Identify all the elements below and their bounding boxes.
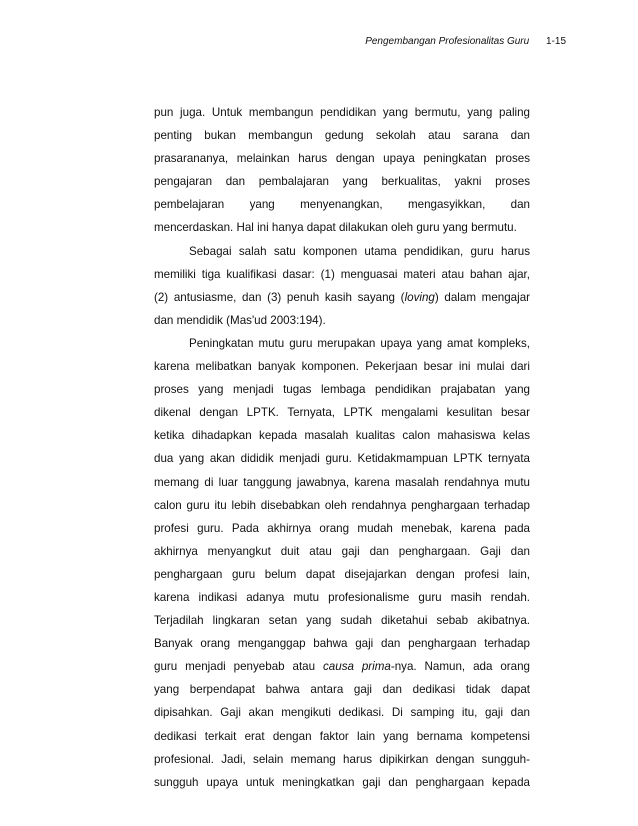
paragraph [154,101,530,240]
text-line: Sebagai salah satu komponen utama pendidikan, guru harus [189,244,530,258]
text-line: dedikasi terkait erat dengan faktor lain yang bernama kompetensi [154,729,530,743]
text-line: pembelajaran yang menyenangkan, mengasyikkan, dan [154,198,530,212]
text-line: penting bukan membangun gedung sekolah atau sarana dan [154,129,530,143]
italic-term: loving [404,290,435,304]
text-line: sungguh upaya untuk meningkatkan gaji dan penghargaan kepada [154,775,530,789]
page-number: 1-15 [545,36,566,47]
text-line: karena melibatkan banyak komponen. Pekerjaan besar ini mulai dari [154,360,530,374]
text-line: calon guru itu lebih disebabkan oleh rendahnya penghargaan terhadap [154,498,530,512]
text-line: dikenal dengan LPTK. Ternyata, LPTK mengalami kesulitan besar [154,406,530,420]
text-segment: ) dalam mengajar [434,290,531,304]
italic-term: causa prima [323,660,391,674]
text-line: mencerdaskan. Hal ini hanya dapat dilakukan oleh guru yang bermutu. [154,221,517,235]
text-line: dua yang akan dididik menjadi guru. Ketidakmampuan LPTK ternyata [154,452,530,466]
text-line: prasarananya, melainkan harus dengan upaya peningkatan proses [154,152,530,166]
running-header-title: Pengembangan Profesionalitas Guru [365,36,530,47]
paragraph [154,332,530,794]
text-segment: -nya. Namun, ada orang [390,660,530,674]
text-line: dan mendidik (Mas'ud 2003:194). [154,313,326,327]
paragraph [154,240,530,332]
text-line: profesi guru. Pada akhirnya orang mudah menebak, karena pada [154,521,530,535]
text-segment: (2) antusiasme, dan (3) penuh kasih sayang ( [154,290,405,304]
text-line: memang di luar tanggung jawabnya, karena masalah rendahnya mutu [154,475,530,489]
body-text [154,101,530,794]
text-line: profesional. Jadi, selain memang harus dipikirkan dengan sungguh- [154,752,530,766]
text-line: pengajaran dan pembalajaran yang berkualitas, yakni proses [154,175,530,189]
text-line: Peningkatan mutu guru merupakan upaya yang amat kompleks, [189,336,530,350]
text-line: ketika dihadapkan kepada masalah kualitas calon mahasiswa kelas [154,429,530,443]
text-line [154,655,530,678]
text-line: dipisahkan. Gaji akan mengikuti dedikasi. Di samping itu, gaji dan [154,706,530,720]
text-line: memiliki tiga kualifikasi dasar: (1) menguasai materi atau bahan ajar, [154,267,530,281]
text-line: akhirnya menyangkut duit atau gaji dan penghargaan. Gaji dan [154,544,530,558]
text-line: yang berpendapat bahwa antara gaji dan dedikasi tidak dapat [154,683,530,697]
text-line: Terjadilah lingkaran setan yang sudah diketahui sebab akibatnya. [154,614,530,628]
text-line [154,286,530,309]
running-header [365,36,566,47]
text-line: Banyak orang menganggap bahwa gaji dan penghargaan terhadap [154,637,530,651]
text-line: penghargaan guru belum dapat disejajarkan dengan profesi lain, [154,567,530,581]
text-line: proses yang menjadi tugas lembaga pendidikan prajabatan yang [154,383,530,397]
text-line: pun juga. Untuk membangun pendidikan yang bermutu, yang paling [154,106,530,119]
text-segment: guru menjadi penyebab atau [154,660,323,674]
text-line: karena indikasi adanya mutu profesionalisme guru masih rendah. [154,590,530,604]
